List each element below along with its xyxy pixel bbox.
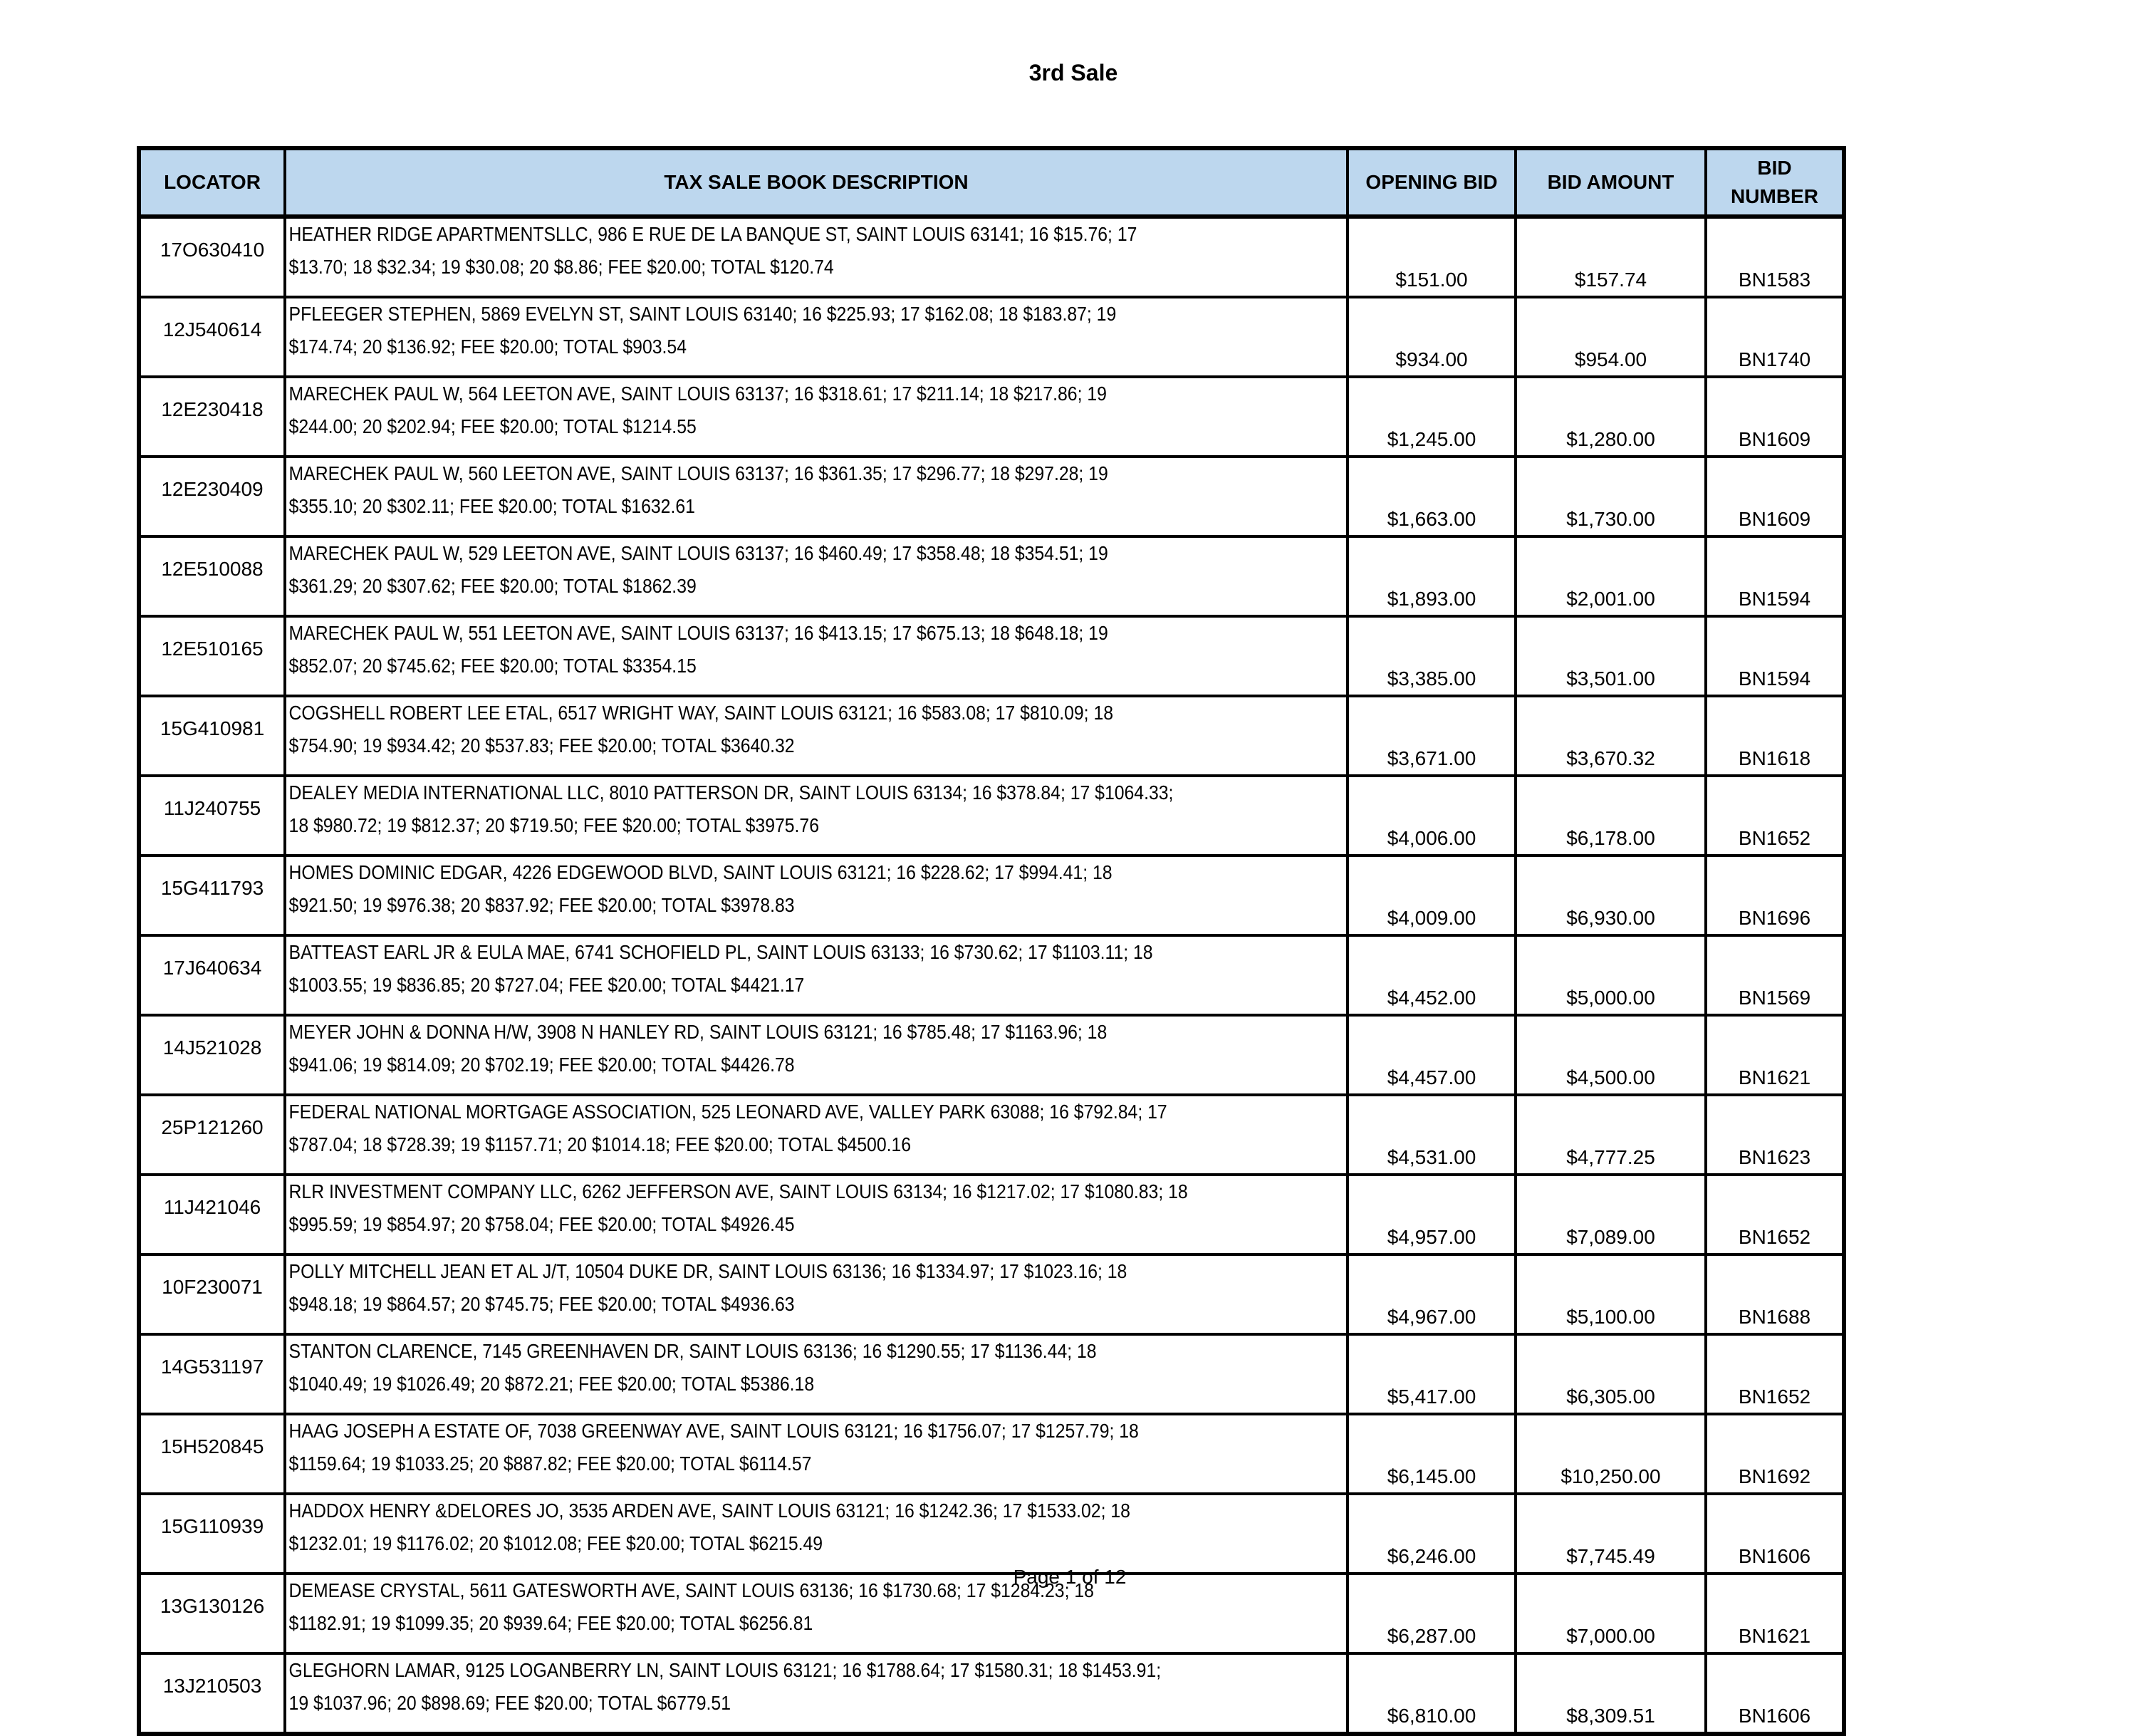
description-cell <box>285 1653 1348 1734</box>
header-locator: LOCATOR <box>139 148 285 217</box>
locator-cell: 11J421046 <box>139 1175 285 1254</box>
description-line: COGSHELL ROBERT LEE ETAL, 6517 WRIGHT WAY, SAINT LOUIS 63121; 16 $583.08; 17 $810.09; 18 <box>288 702 1114 724</box>
description-cell <box>285 1254 1348 1334</box>
locator-cell: 17J640634 <box>139 935 285 1015</box>
description-line: FEDERAL NATIONAL MORTGAGE ASSOCIATION, 525 LEONARD AVE, VALLEY PARK 63088; 16 $792.84; 17 <box>288 1101 1167 1123</box>
opening-bid-cell: $6,287.00 <box>1348 1574 1516 1653</box>
table-row <box>139 856 1844 935</box>
description-line: MARECHEK PAUL W, 560 LEETON AVE, SAINT LOUIS 63137; 16 $361.35; 17 $296.77; 18 $297.28; 19 <box>288 462 1108 484</box>
opening-bid-cell: $6,145.00 <box>1348 1414 1516 1494</box>
opening-bid-cell: $4,531.00 <box>1348 1095 1516 1175</box>
table-row <box>139 1334 1844 1414</box>
locator-cell: 11J240755 <box>139 776 285 856</box>
description-line: $361.29; 20 $307.62; FEE $20.00; TOTAL $1862.39 <box>288 575 697 597</box>
description-cell <box>285 1015 1348 1095</box>
description-line: DEMEASE CRYSTAL, 5611 GATESWORTH AVE, SAINT LOUIS 63136; 16 $1730.68; 17 $1284.23; 18 <box>288 1579 1094 1601</box>
description-cell <box>285 297 1348 377</box>
bid-number-cell: BN1623 <box>1706 1095 1844 1175</box>
table-row <box>139 935 1844 1015</box>
bid-amount-cell: $1,730.00 <box>1516 457 1706 536</box>
table-row <box>139 1175 1844 1254</box>
locator-cell: 13J210503 <box>139 1653 285 1734</box>
bid-amount-cell: $7,000.00 <box>1516 1574 1706 1653</box>
description-cell <box>285 457 1348 536</box>
opening-bid-cell: $5,417.00 <box>1348 1334 1516 1414</box>
description-line: $921.50; 19 $976.38; 20 $837.92; FEE $20.00; TOTAL $3978.83 <box>288 894 795 916</box>
header-opening-bid: OPENING BID <box>1348 148 1516 217</box>
bid-amount-cell: $2,001.00 <box>1516 536 1706 616</box>
bid-number-cell: BN1618 <box>1706 696 1844 776</box>
bid-amount-cell: $7,089.00 <box>1516 1175 1706 1254</box>
description-cell <box>285 776 1348 856</box>
opening-bid-cell: $4,967.00 <box>1348 1254 1516 1334</box>
bid-amount-cell: $6,178.00 <box>1516 776 1706 856</box>
description-line: $941.06; 19 $814.09; 20 $702.19; FEE $20.00; TOTAL $4426.78 <box>288 1054 795 1076</box>
description-cell <box>285 536 1348 616</box>
description-line: STANTON CLARENCE, 7145 GREENHAVEN DR, SAINT LOUIS 63136; 16 $1290.55; 17 $1136.44; 18 <box>288 1340 1097 1362</box>
description-cell <box>285 377 1348 457</box>
locator-cell: 12E230418 <box>139 377 285 457</box>
locator-cell: 14J521028 <box>139 1015 285 1095</box>
description-line: 18 $980.72; 19 $812.37; 20 $719.50; FEE $20.00; TOTAL $3975.76 <box>288 814 820 836</box>
description-line: $1182.91; 19 $1099.35; 20 $939.64; FEE $20.00; TOTAL $6256.81 <box>288 1612 813 1634</box>
locator-cell: 12J540614 <box>139 297 285 377</box>
opening-bid-cell: $4,957.00 <box>1348 1175 1516 1254</box>
description-line: MARECHEK PAUL W, 529 LEETON AVE, SAINT LOUIS 63137; 16 $460.49; 17 $358.48; 18 $354.51; 19 <box>288 542 1108 564</box>
description-line: $1232.01; 19 $1176.02; 20 $1012.08; FEE $20.00; TOTAL $6215.49 <box>288 1532 823 1554</box>
table-row <box>139 696 1844 776</box>
opening-bid-cell: $1,663.00 <box>1348 457 1516 536</box>
description-line: DEALEY MEDIA INTERNATIONAL LLC, 8010 PATTERSON DR, SAINT LOUIS 63134; 16 $378.84; 17 $1064.33; <box>288 781 1174 804</box>
description-line: $754.90; 19 $934.42; 20 $537.83; FEE $20.00; TOTAL $3640.32 <box>288 734 795 757</box>
locator-cell: 25P121260 <box>139 1095 285 1175</box>
table-row <box>139 1254 1844 1334</box>
bid-amount-cell: $8,309.51 <box>1516 1653 1706 1734</box>
description-cell <box>285 696 1348 776</box>
bid-number-cell: BN1606 <box>1706 1653 1844 1734</box>
table-row <box>139 1494 1844 1574</box>
locator-cell: 10F230071 <box>139 1254 285 1334</box>
opening-bid-cell: $4,009.00 <box>1348 856 1516 935</box>
bid-number-cell: BN1621 <box>1706 1574 1844 1653</box>
locator-cell: 15H520845 <box>139 1414 285 1494</box>
table-body <box>139 217 1844 1734</box>
opening-bid-cell: $3,385.00 <box>1348 616 1516 696</box>
header-bid-number: BID NUMBER <box>1706 148 1844 217</box>
description-cell <box>285 1175 1348 1254</box>
page-title: 3rd Sale <box>1028 60 1118 85</box>
description-cell <box>285 1334 1348 1414</box>
description-cell <box>285 1494 1348 1574</box>
bid-number-cell: BN1652 <box>1706 1175 1844 1254</box>
description-line: $174.74; 20 $136.92; FEE $20.00; TOTAL $903.54 <box>288 336 687 358</box>
bid-number-cell: BN1569 <box>1706 935 1844 1015</box>
table-row <box>139 457 1844 536</box>
bid-number-cell: BN1594 <box>1706 536 1844 616</box>
locator-cell: 13G130126 <box>139 1574 285 1653</box>
description-cell <box>285 935 1348 1015</box>
description-line: POLLY MITCHELL JEAN ET AL J/T, 10504 DUKE DR, SAINT LOUIS 63136; 16 $1334.97; 17 $1023.16; 18 <box>288 1260 1127 1282</box>
description-cell <box>285 856 1348 935</box>
bid-amount-cell: $4,500.00 <box>1516 1015 1706 1095</box>
bid-amount-cell: $4,777.25 <box>1516 1095 1706 1175</box>
table-row <box>139 776 1844 856</box>
opening-bid-cell: $4,457.00 <box>1348 1015 1516 1095</box>
tax-sale-table <box>137 146 1846 1736</box>
description-line: PFLEEGER STEPHEN, 5869 EVELYN ST, SAINT LOUIS 63140; 16 $225.93; 17 $162.08; 18 $183.87; 19 <box>288 303 1117 325</box>
table-row <box>139 536 1844 616</box>
description-line: MARECHEK PAUL W, 564 LEETON AVE, SAINT LOUIS 63137; 16 $318.61; 17 $211.14; 18 $217.86; 19 <box>288 383 1107 405</box>
table-row <box>139 616 1844 696</box>
locator-cell: 12E510165 <box>139 616 285 696</box>
bid-amount-cell: $5,100.00 <box>1516 1254 1706 1334</box>
description-line: $787.04; 18 $728.39; 19 $1157.71; 20 $1014.18; FEE $20.00; TOTAL $4500.16 <box>288 1133 912 1155</box>
description-line: $13.70; 18 $32.34; 19 $30.08; 20 $8.86; FEE $20.00; TOTAL $120.74 <box>288 256 834 278</box>
bid-amount-cell: $157.74 <box>1516 217 1706 297</box>
bid-amount-cell: $1,280.00 <box>1516 377 1706 457</box>
table-header-row <box>139 148 1844 217</box>
description-cell <box>285 217 1348 297</box>
table-row <box>139 297 1844 377</box>
opening-bid-cell: $4,006.00 <box>1348 776 1516 856</box>
opening-bid-cell: $151.00 <box>1348 217 1516 297</box>
bid-amount-cell: $7,745.49 <box>1516 1494 1706 1574</box>
bid-number-cell: BN1621 <box>1706 1015 1844 1095</box>
description-line: $995.59; 19 $854.97; 20 $758.04; FEE $20.00; TOTAL $4926.45 <box>288 1213 795 1235</box>
description-line: MARECHEK PAUL W, 551 LEETON AVE, SAINT LOUIS 63137; 16 $413.15; 17 $675.13; 18 $648.18; 19 <box>288 622 1108 644</box>
description-cell <box>285 616 1348 696</box>
description-line: $355.10; 20 $302.11; FEE $20.00; TOTAL $1632.61 <box>288 495 695 517</box>
description-line: $948.18; 19 $864.57; 20 $745.75; FEE $20.00; TOTAL $4936.63 <box>288 1293 795 1315</box>
locator-cell: 17O630410 <box>139 217 285 297</box>
locator-cell: 12E230409 <box>139 457 285 536</box>
opening-bid-cell: $3,671.00 <box>1348 696 1516 776</box>
opening-bid-cell: $1,893.00 <box>1348 536 1516 616</box>
bid-number-cell: BN1740 <box>1706 297 1844 377</box>
description-line: $1040.49; 19 $1026.49; 20 $872.21; FEE $20.00; TOTAL $5386.18 <box>288 1373 815 1395</box>
description-line: HADDOX HENRY &DELORES JO, 3535 ARDEN AVE, SAINT LOUIS 63121; 16 $1242.36; 17 $1533.02; 18 <box>288 1499 1130 1522</box>
opening-bid-cell: $4,452.00 <box>1348 935 1516 1015</box>
bid-number-cell: BN1583 <box>1706 217 1844 297</box>
description-line: $244.00; 20 $202.94; FEE $20.00; TOTAL $1214.55 <box>288 415 697 437</box>
bid-amount-cell: $954.00 <box>1516 297 1706 377</box>
table-row <box>139 1095 1844 1175</box>
bid-amount-cell: $3,670.32 <box>1516 696 1706 776</box>
description-line: $1159.64; 19 $1033.25; 20 $887.82; FEE $20.00; TOTAL $6114.57 <box>288 1452 812 1475</box>
bid-amount-cell: $6,305.00 <box>1516 1334 1706 1414</box>
opening-bid-cell: $1,245.00 <box>1348 377 1516 457</box>
header-description: TAX SALE BOOK DESCRIPTION <box>285 148 1348 217</box>
locator-cell: 14G531197 <box>139 1334 285 1414</box>
locator-cell: 15G411793 <box>139 856 285 935</box>
bid-number-cell: BN1652 <box>1706 1334 1844 1414</box>
header-bid-amount: BID AMOUNT <box>1516 148 1706 217</box>
locator-cell: 12E510088 <box>139 536 285 616</box>
description-line: HOMES DOMINIC EDGAR, 4226 EDGEWOOD BLVD, SAINT LOUIS 63121; 16 $228.62; 17 $994.41; 18 <box>288 861 1113 883</box>
description-line: MEYER JOHN & DONNA H/W, 3908 N HANLEY RD, SAINT LOUIS 63121; 16 $785.48; 17 $1163.96; 18 <box>288 1021 1108 1043</box>
table-row <box>139 217 1844 297</box>
description-line: GLEGHORN LAMAR, 9125 LOGANBERRY LN, SAINT LOUIS 63121; 16 $1788.64; 17 $1580.31; 18 $1453.91; <box>288 1659 1162 1681</box>
bid-number-cell: BN1609 <box>1706 457 1844 536</box>
opening-bid-cell: $6,246.00 <box>1348 1494 1516 1574</box>
bid-number-cell: BN1688 <box>1706 1254 1844 1334</box>
description-cell <box>285 1095 1348 1175</box>
description-cell <box>285 1414 1348 1494</box>
bid-number-cell: BN1652 <box>1706 776 1844 856</box>
table-row <box>139 1015 1844 1095</box>
description-line: 19 $1037.96; 20 $898.69; FEE $20.00; TOTAL $6779.51 <box>288 1692 731 1714</box>
bid-number-cell: BN1692 <box>1706 1414 1844 1494</box>
description-line: RLR INVESTMENT COMPANY LLC, 6262 JEFFERSON AVE, SAINT LOUIS 63134; 16 $1217.02; 17 $1080.83; 18 <box>288 1180 1188 1202</box>
opening-bid-cell: $934.00 <box>1348 297 1516 377</box>
bid-number-cell: BN1606 <box>1706 1494 1844 1574</box>
bid-number-cell: BN1696 <box>1706 856 1844 935</box>
description-line: HEATHER RIDGE APARTMENTSLLC, 986 E RUE DE LA BANQUE ST, SAINT LOUIS 63141; 16 $15.76; 17 <box>288 223 1137 245</box>
table-row <box>139 1653 1844 1734</box>
bid-amount-cell: $10,250.00 <box>1516 1414 1706 1494</box>
locator-cell: 15G410981 <box>139 696 285 776</box>
locator-cell: 15G110939 <box>139 1494 285 1574</box>
opening-bid-cell: $6,810.00 <box>1348 1653 1516 1734</box>
description-line: BATTEAST EARL JR & EULA MAE, 6741 SCHOFIELD PL, SAINT LOUIS 63133; 16 $730.62; 17 $1103.11; 18 <box>288 941 1153 963</box>
bid-number-cell: BN1609 <box>1706 377 1844 457</box>
table-row <box>139 1414 1844 1494</box>
bid-amount-cell: $3,501.00 <box>1516 616 1706 696</box>
bid-amount-cell: $6,930.00 <box>1516 856 1706 935</box>
description-line: $852.07; 20 $745.62; FEE $20.00; TOTAL $3354.15 <box>288 655 697 677</box>
description-line: HAAG JOSEPH A ESTATE OF, 7038 GREENWAY AVE, SAINT LOUIS 63121; 16 $1756.07; 17 $1257.79; 18 <box>288 1420 1139 1442</box>
bid-amount-cell: $5,000.00 <box>1516 935 1706 1015</box>
table-row <box>139 377 1844 457</box>
bid-number-cell: BN1594 <box>1706 616 1844 696</box>
page-number: Page 1 of 12 <box>1013 1566 1127 1588</box>
description-line: $1003.55; 19 $836.85; 20 $727.04; FEE $20.00; TOTAL $4421.17 <box>288 974 805 996</box>
